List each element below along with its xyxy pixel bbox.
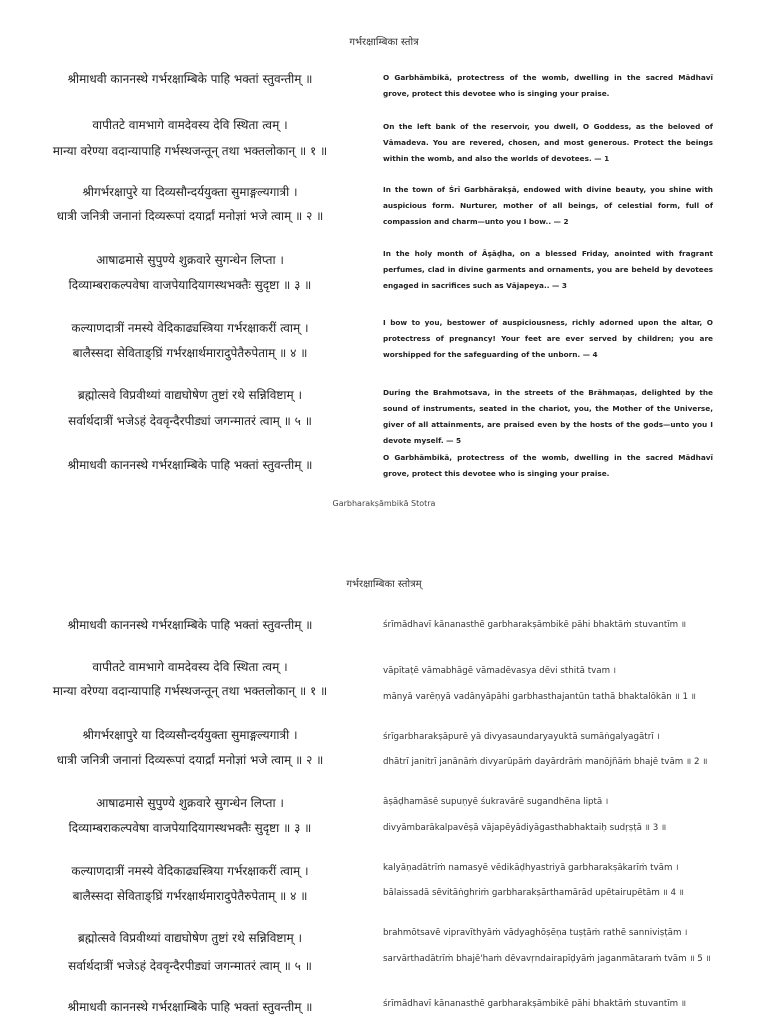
page2-verse3-translit-line1: āṣāḍhamāsē supuṇyē śukravārē sugandhēna liptā ।	[383, 797, 609, 807]
page2-title: गर्भरक्षाम्बिका स्तोत्रम्	[346, 579, 422, 590]
page2-verse0-translit-line1: śrīmādhavī kānanasthē garbharakṣāmbikē pāhi bhaktāṁ stuvantīm ॥	[383, 620, 687, 630]
page1-verse3-sanskrit-line2: दिव्याम्बराकल्पवेषा वाजपेयादियागस्थभक्तैः सुदृष्टा ॥ ३ ॥	[68, 278, 312, 292]
page2-verse3-sanskrit-line1: आषाढमासे सुपुण्ये शुक्रवारे सुगन्धेन लिप्ता ।	[96, 796, 284, 810]
page2-verse4-sanskrit-line2: बालैस्सदा सेविताङ्घ्रिं गर्भरक्षार्थमारादुपेतैरुपेताम् ॥ ४ ॥	[72, 889, 308, 903]
page1-verse6-sanskrit-line1: श्रीमाधवी काननस्थे गर्भरक्षाम्बिके पाहि भक्तां स्तुवन्तीम् ॥	[67, 458, 313, 472]
page2-verse2-sanskrit-line1: श्रीगर्भरक्षापुरे या दिव्यसौन्दर्ययुक्ता सुमाङ्गल्यगात्री ।	[82, 728, 298, 742]
page2-verse5-translit-line1: brahmōtsavē vipravīthyāṁ vādyaghōṣēṇa tuṣṭāṁ rathē sanniviṣṭām ।	[383, 928, 688, 938]
page2-verse1-translit-line2: mānyā varēṇyā vadānyāpāhi garbhasthajantūn tathā bhaktalōkān ॥ 1 ॥	[383, 692, 697, 702]
page1-verse5-sanskrit-line2: सर्वार्थदात्रीं भजेऽहं देववृन्दैरपीड्यां जगन्मातरं त्वाम् ॥ ५ ॥	[68, 414, 312, 428]
page2-verse4-translit-line2: bālaissadā sēvitāṅghriṁ garbharakṣārthamārād upētairupētām ॥ 4 ॥	[383, 888, 685, 898]
page2-verse2-translit-line1: śrīgarbharakṣāpurē yā divyasaundaryayuktā sumāṅgalyagātrī ।	[383, 732, 660, 742]
page2-verse2-sanskrit-line2: धात्री जनित्री जनानां दिव्यरूपां दयार्द्रां मनोज्ञां भजे त्वाम् ॥ २ ॥	[56, 753, 324, 767]
page2-verse3-translit-line2: divyāmbarākalpavēṣā vājapēyādiyāgasthabhaktaiḥ sudṛṣṭā ॥ 3 ॥	[383, 823, 667, 833]
page2-verse3-sanskrit-line2: दिव्याम्बराकल्पवेषा वाजपेयादियागस्थभक्तैः सुदृष्टा ॥ ३ ॥	[68, 821, 312, 835]
page2-verse5-translit-line2: sarvārthadātrīṁ bhajē'haṁ dēvavṛndairapīḍyāṁ jaganmātaraṁ tvām ॥ 5 ॥	[383, 954, 711, 964]
page2-verse5-sanskrit-line2: सर्वार्थदात्रीं भजेऽहं देववृन्दैरपीड्यां जगन्मातरं त्वाम् ॥ ५ ॥	[68, 959, 312, 973]
page1-verse2-sanskrit-line2: धात्री जनित्री जनानां दिव्यरूपां दयार्द्रां मनोज्ञां भजे त्वाम् ॥ २ ॥	[56, 209, 324, 223]
page1-verse4-sanskrit-line2: बालैस्सदा सेविताङ्घ्रिं गर्भरक्षार्थमारादुपेतैरुपेताम् ॥ ४ ॥	[72, 346, 308, 360]
page1-verse2-english: In the town of Śrī Garbhārakṣā, endowed with divine beauty, you shine with auspicious form. Nurturer, mother of all beings, of celestial form, full of compassion and charm—unto you I bow.. — 2	[383, 185, 713, 226]
page1-verse1-sanskrit-line2: मान्या वरेण्या वदान्यापाहि गर्भस्थजन्तून् तथा भक्तलोकान् ॥ १ ॥	[52, 144, 328, 158]
page2-verse6-sanskrit-line1: श्रीमाधवी काननस्थे गर्भरक्षाम्बिके पाहि भक्तां स्तुवन्तीम् ॥	[67, 1000, 313, 1014]
page2-verse6-translit-line1: śrīmādhavī kānanasthē garbharakṣāmbikē pāhi bhaktāṁ stuvantīm ॥	[383, 999, 687, 1009]
page1-verse0-english: O Garbhāmbikā, protectress of the womb, dwelling in the sacred Mādhavī grove, protect this devotee who is singing your praise.	[383, 73, 713, 98]
page1-verse5-english: During the Brahmotsava, in the streets of the Brāhmaṇas, delighted by the sound of instruments, seated in the chariot, you, the Mother of the Universe, giver of all attainments, are praised even by the hosts of the gods—unto you I devote myself. — 5	[383, 388, 713, 445]
page1-verse4-english: I bow to you, bestower of auspiciousness, richly adorned upon the altar, O protectress of pregnancy! Your feet are ever served by children; you are worshipped for the safeguarding of the unborn. — 4	[383, 318, 713, 359]
page1-title: गर्भरक्षाम्बिका स्तोत्र	[349, 37, 419, 48]
page1-verse3-english: In the holy month of Āṣāḍha, on a blessed Friday, anointed with fragrant perfumes, clad in divine garments and ornaments, you are beheld by devotees engaged in sacrifices such as Vājapeya.. — 3	[383, 249, 713, 290]
page1-verse5-sanskrit-line1: ब्रह्मोत्सवे विप्रवीथ्यां वाद्यघोषेण तुष्टां रथे सन्निविष्टाम् ।	[77, 388, 303, 402]
page1-verse0-sanskrit-line1: श्रीमाधवी काननस्थे गर्भरक्षाम्बिके पाहि भक्तां स्तुवन्तीम् ॥	[67, 72, 313, 86]
page1-verse2-sanskrit-line1: श्रीगर्भरक्षापुरे या दिव्यसौन्दर्ययुक्ता सुमाङ्गल्यगात्री ।	[82, 185, 298, 199]
page2-verse0-sanskrit-line1: श्रीमाधवी काननस्थे गर्भरक्षाम्बिके पाहि भक्तां स्तुवन्तीम् ॥	[67, 618, 313, 632]
page1-verse4-sanskrit-line1: कल्याणदात्रीं नमस्ये वेदिकाढ्यस्त्रिया गर्भरक्षाकरीं त्वाम् ।	[71, 321, 309, 335]
page1-footer: Garbharakṣāmbikā Stotra	[332, 499, 436, 508]
page2-verse5-sanskrit-line1: ब्रह्मोत्सवे विप्रवीथ्यां वाद्यघोषेण तुष्टां रथे सन्निविष्टाम् ।	[77, 931, 303, 945]
page1-verse6-english: O Garbhāmbikā, protectress of the womb, dwelling in the sacred Mādhavī grove, protect this devotee who is singing your praise.	[383, 453, 713, 478]
page2-verse1-translit-line1: vāpītaṭē vāmabhāgē vāmadēvasya dēvi sthitā tvam ।	[383, 666, 617, 676]
page2-verse1-sanskrit-line1: वापीतटे वामभागे वामदेवस्य देवि स्थिता त्वम् ।	[92, 660, 288, 674]
page2-verse4-sanskrit-line1: कल्याणदात्रीं नमस्ये वेदिकाढ्यस्त्रिया गर्भरक्षाकरीं त्वाम् ।	[71, 864, 309, 878]
page2-verse1-sanskrit-line2: मान्या वरेण्या वदान्यापाहि गर्भस्थजन्तून् तथा भक्तलोकान् ॥ १ ॥	[52, 684, 328, 698]
page2-verse4-translit-line1: kalyāṇadātrīṁ namasyē vēdikāḍhyastriyā garbharakṣākarīṁ tvām ।	[383, 863, 679, 873]
page1-verse1-sanskrit-line1: वापीतटे वामभागे वामदेवस्य देवि स्थिता त्वम् ।	[92, 118, 288, 132]
page1-verse3-sanskrit-line1: आषाढमासे सुपुण्ये शुक्रवारे सुगन्धेन लिप्ता ।	[96, 253, 284, 267]
page1-verse1-english: On the left bank of the reservoir, you dwell, O Goddess, as the beloved of Vāmadeva. You are revered, chosen, and most generous. Protect the beings within the womb, and also the worlds of devotees. — 1	[383, 122, 713, 163]
page2-verse2-translit-line2: dhātrī janitrī janānāṁ divyarūpāṁ dayārdrāṁ manōjñāṁ bhajē tvām ॥ 2 ॥	[383, 757, 708, 767]
